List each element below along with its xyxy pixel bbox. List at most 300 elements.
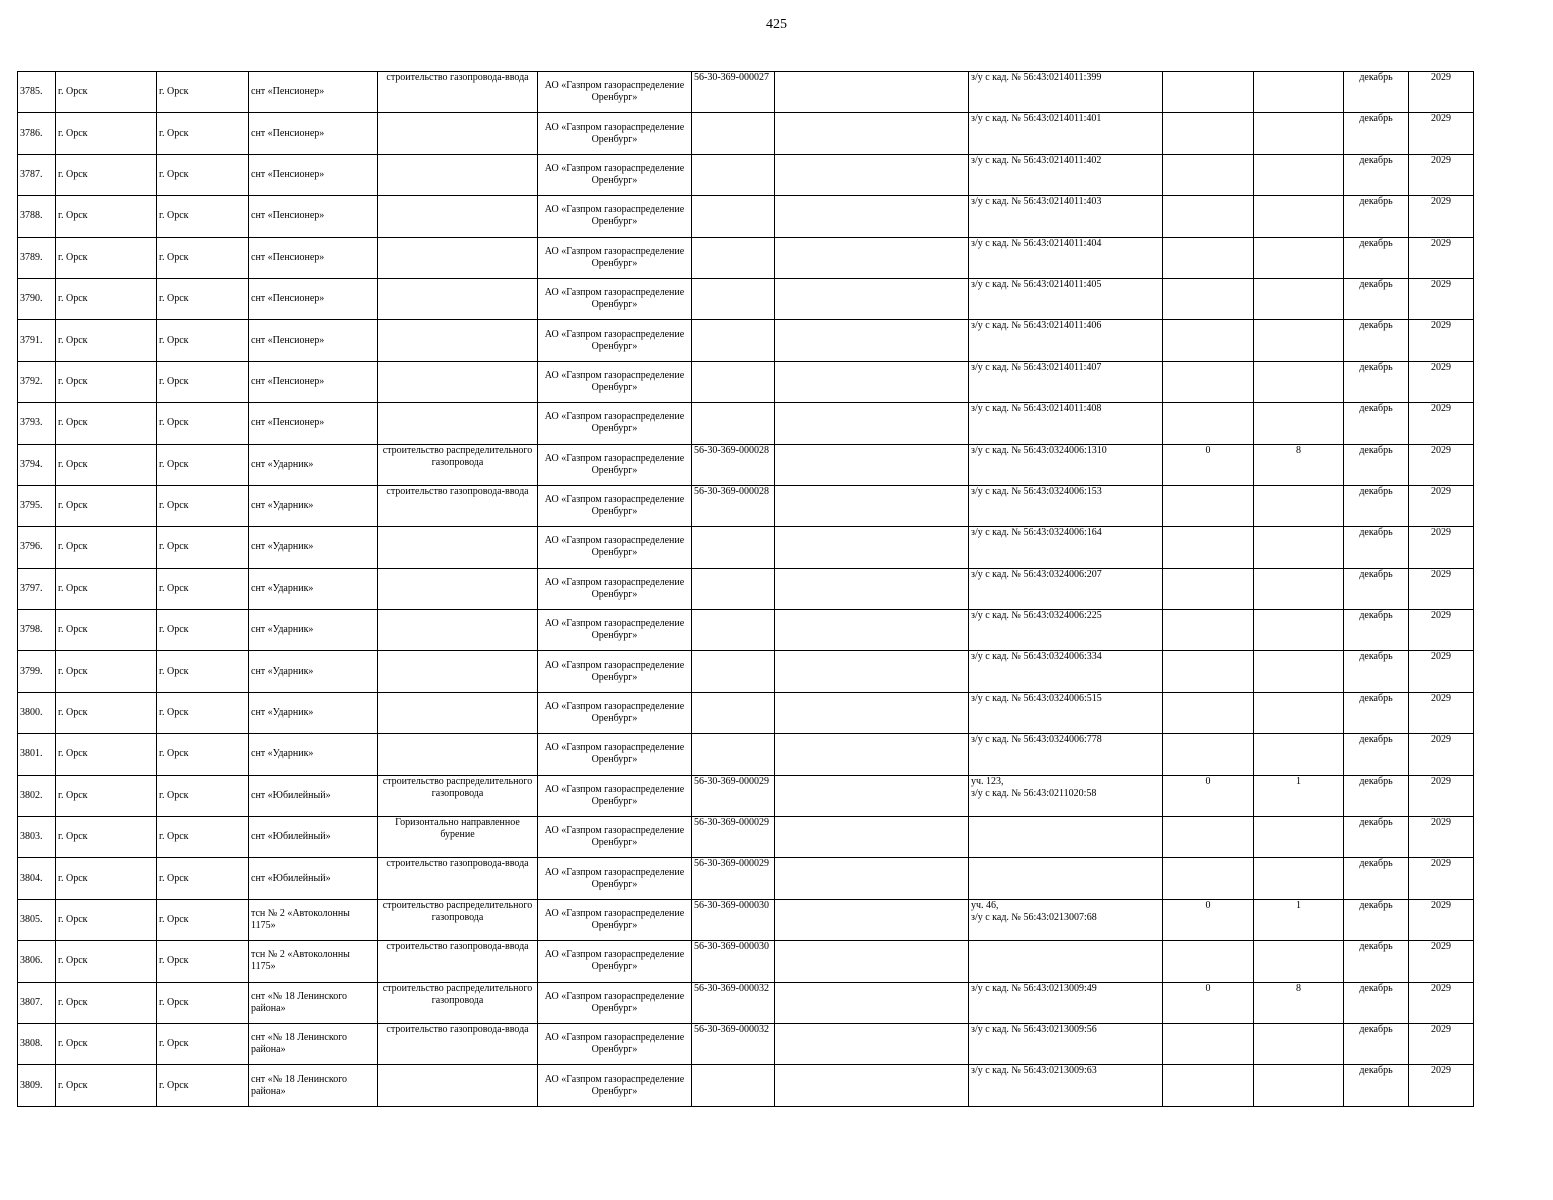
settlement-cell: г. Орск bbox=[157, 817, 249, 858]
empty-cell bbox=[775, 610, 969, 651]
empty-cell bbox=[775, 817, 969, 858]
municipality-cell: г. Орск bbox=[56, 113, 157, 154]
settlement-cell: г. Орск bbox=[157, 651, 249, 692]
year-cell: 2029 bbox=[1409, 113, 1474, 154]
value-2-cell: 8 bbox=[1254, 444, 1344, 485]
organization-cell: АО «Газпром газораспределение Оренбург» bbox=[538, 1023, 692, 1064]
table-row bbox=[18, 982, 1474, 1023]
settlement-cell: г. Орск bbox=[157, 734, 249, 775]
object-cell: снт «Юбилейный» bbox=[249, 817, 378, 858]
year-cell: 2029 bbox=[1409, 196, 1474, 237]
row-number: 3794. bbox=[18, 444, 56, 485]
organization-cell: АО «Газпром газораспределение Оренбург» bbox=[538, 568, 692, 609]
value-1-cell: 0 bbox=[1163, 982, 1254, 1023]
organization-cell: АО «Газпром газораспределение Оренбург» bbox=[538, 941, 692, 982]
row-number: 3801. bbox=[18, 734, 56, 775]
settlement-cell: г. Орск bbox=[157, 72, 249, 113]
row-number: 3808. bbox=[18, 1023, 56, 1064]
program-code-cell: 56-30-369-000032 bbox=[692, 1023, 775, 1064]
work-type-cell: строительство распределительного газопровода bbox=[378, 444, 538, 485]
row-number: 3803. bbox=[18, 817, 56, 858]
work-type-cell bbox=[378, 610, 538, 651]
table-row bbox=[18, 485, 1474, 526]
row-number: 3793. bbox=[18, 403, 56, 444]
parcel-cell: з/у с кад. № 56:43:0213009:49 bbox=[969, 982, 1163, 1023]
parcel-cell: з/у с кад. № 56:43:0213009:56 bbox=[969, 1023, 1163, 1064]
organization-cell: АО «Газпром газораспределение Оренбург» bbox=[538, 196, 692, 237]
work-type-cell bbox=[378, 1065, 538, 1106]
value-2-cell bbox=[1254, 485, 1344, 526]
year-cell: 2029 bbox=[1409, 982, 1474, 1023]
work-type-cell: Горизонтально направленное бурение bbox=[378, 817, 538, 858]
parcel-cell: з/у с кад. № 56:43:0214011:406 bbox=[969, 320, 1163, 361]
organization-cell: АО «Газпром газораспределение Оренбург» bbox=[538, 651, 692, 692]
value-2-cell bbox=[1254, 858, 1344, 899]
value-2-cell bbox=[1254, 734, 1344, 775]
object-cell: тсн № 2 «Автоколонны 1175» bbox=[249, 941, 378, 982]
object-cell: снт «Ударник» bbox=[249, 568, 378, 609]
settlement-cell: г. Орск bbox=[157, 858, 249, 899]
parcel-cell: уч. 46, з/у с кад. № 56:43:0213007:68 bbox=[969, 899, 1163, 940]
parcel-cell: з/у с кад. № 56:43:0214011:407 bbox=[969, 361, 1163, 402]
value-1-cell bbox=[1163, 858, 1254, 899]
organization-cell: АО «Газпром газораспределение Оренбург» bbox=[538, 899, 692, 940]
object-cell: снт «Пенсионер» bbox=[249, 72, 378, 113]
table-row bbox=[18, 858, 1474, 899]
organization-cell: АО «Газпром газораспределение Оренбург» bbox=[538, 113, 692, 154]
municipality-cell: г. Орск bbox=[56, 734, 157, 775]
municipality-cell: г. Орск bbox=[56, 610, 157, 651]
row-number: 3807. bbox=[18, 982, 56, 1023]
value-1-cell: 0 bbox=[1163, 899, 1254, 940]
year-cell: 2029 bbox=[1409, 775, 1474, 816]
empty-cell bbox=[775, 444, 969, 485]
municipality-cell: г. Орск bbox=[56, 196, 157, 237]
organization-cell: АО «Газпром газораспределение Оренбург» bbox=[538, 527, 692, 568]
work-type-cell bbox=[378, 113, 538, 154]
table-row bbox=[18, 899, 1474, 940]
object-cell: снт «№ 18 Ленинского района» bbox=[249, 1023, 378, 1064]
empty-cell bbox=[775, 72, 969, 113]
municipality-cell: г. Орск bbox=[56, 154, 157, 195]
table-row bbox=[18, 941, 1474, 982]
municipality-cell: г. Орск bbox=[56, 485, 157, 526]
work-type-cell bbox=[378, 651, 538, 692]
value-1-cell bbox=[1163, 568, 1254, 609]
object-cell: снт «Ударник» bbox=[249, 651, 378, 692]
month-cell: декабрь bbox=[1344, 485, 1409, 526]
table-row bbox=[18, 403, 1474, 444]
program-code-cell: 56-30-369-000029 bbox=[692, 817, 775, 858]
municipality-cell: г. Орск bbox=[56, 982, 157, 1023]
parcel-cell bbox=[969, 858, 1163, 899]
value-1-cell bbox=[1163, 941, 1254, 982]
month-cell: декабрь bbox=[1344, 941, 1409, 982]
year-cell: 2029 bbox=[1409, 858, 1474, 899]
settlement-cell: г. Орск bbox=[157, 692, 249, 733]
parcel-cell: з/у с кад. № 56:43:0214011:405 bbox=[969, 278, 1163, 319]
value-2-cell: 1 bbox=[1254, 775, 1344, 816]
row-number: 3806. bbox=[18, 941, 56, 982]
program-code-cell: 56-30-369-000029 bbox=[692, 775, 775, 816]
empty-cell bbox=[775, 899, 969, 940]
row-number: 3788. bbox=[18, 196, 56, 237]
organization-cell: АО «Газпром газораспределение Оренбург» bbox=[538, 361, 692, 402]
settlement-cell: г. Орск bbox=[157, 320, 249, 361]
table-row bbox=[18, 1065, 1474, 1106]
table-row bbox=[18, 527, 1474, 568]
settlement-cell: г. Орск bbox=[157, 361, 249, 402]
work-type-cell: строительство распределительного газопровода bbox=[378, 899, 538, 940]
work-type-cell: строительство газопровода-ввода bbox=[378, 72, 538, 113]
year-cell: 2029 bbox=[1409, 817, 1474, 858]
table-row bbox=[18, 72, 1474, 113]
row-number: 3805. bbox=[18, 899, 56, 940]
empty-cell bbox=[775, 403, 969, 444]
empty-cell bbox=[775, 1023, 969, 1064]
object-cell: снт «Ударник» bbox=[249, 610, 378, 651]
row-number: 3798. bbox=[18, 610, 56, 651]
parcel-cell: уч. 123, з/у с кад. № 56:43:0211020:58 bbox=[969, 775, 1163, 816]
object-cell: снт «Пенсионер» bbox=[249, 278, 378, 319]
program-code-cell: 56-30-369-000030 bbox=[692, 941, 775, 982]
parcel-cell: з/у с кад. № 56:43:0324006:164 bbox=[969, 527, 1163, 568]
month-cell: декабрь bbox=[1344, 527, 1409, 568]
municipality-cell: г. Орск bbox=[56, 568, 157, 609]
empty-cell bbox=[775, 775, 969, 816]
program-code-cell bbox=[692, 568, 775, 609]
settlement-cell: г. Орск bbox=[157, 403, 249, 444]
value-1-cell bbox=[1163, 403, 1254, 444]
empty-cell bbox=[775, 527, 969, 568]
month-cell: декабрь bbox=[1344, 1065, 1409, 1106]
settlement-cell: г. Орск bbox=[157, 1065, 249, 1106]
table-row bbox=[18, 196, 1474, 237]
month-cell: декабрь bbox=[1344, 858, 1409, 899]
month-cell: декабрь bbox=[1344, 899, 1409, 940]
municipality-cell: г. Орск bbox=[56, 858, 157, 899]
work-type-cell bbox=[378, 361, 538, 402]
month-cell: декабрь bbox=[1344, 237, 1409, 278]
row-number: 3786. bbox=[18, 113, 56, 154]
year-cell: 2029 bbox=[1409, 444, 1474, 485]
organization-cell: АО «Газпром газораспределение Оренбург» bbox=[538, 278, 692, 319]
object-cell: снт «Пенсионер» bbox=[249, 361, 378, 402]
organization-cell: АО «Газпром газораспределение Оренбург» bbox=[538, 775, 692, 816]
value-2-cell bbox=[1254, 651, 1344, 692]
year-cell: 2029 bbox=[1409, 237, 1474, 278]
value-2-cell bbox=[1254, 320, 1344, 361]
object-cell: снт «Пенсионер» bbox=[249, 113, 378, 154]
program-code-cell: 56-30-369-000028 bbox=[692, 485, 775, 526]
program-code-cell bbox=[692, 692, 775, 733]
work-type-cell bbox=[378, 403, 538, 444]
program-code-cell bbox=[692, 734, 775, 775]
value-1-cell bbox=[1163, 485, 1254, 526]
value-2-cell bbox=[1254, 610, 1344, 651]
organization-cell: АО «Газпром газораспределение Оренбург» bbox=[538, 72, 692, 113]
parcel-cell: з/у с кад. № 56:43:0214011:401 bbox=[969, 113, 1163, 154]
value-1-cell bbox=[1163, 320, 1254, 361]
municipality-cell: г. Орск bbox=[56, 817, 157, 858]
year-cell: 2029 bbox=[1409, 610, 1474, 651]
month-cell: декабрь bbox=[1344, 982, 1409, 1023]
settlement-cell: г. Орск bbox=[157, 1023, 249, 1064]
empty-cell bbox=[775, 734, 969, 775]
row-number: 3787. bbox=[18, 154, 56, 195]
program-code-cell: 56-30-369-000032 bbox=[692, 982, 775, 1023]
empty-cell bbox=[775, 1065, 969, 1106]
value-1-cell: 0 bbox=[1163, 444, 1254, 485]
parcel-cell bbox=[969, 941, 1163, 982]
year-cell: 2029 bbox=[1409, 692, 1474, 733]
year-cell: 2029 bbox=[1409, 320, 1474, 361]
organization-cell: АО «Газпром газораспределение Оренбург» bbox=[538, 485, 692, 526]
municipality-cell: г. Орск bbox=[56, 278, 157, 319]
empty-cell bbox=[775, 941, 969, 982]
year-cell: 2029 bbox=[1409, 278, 1474, 319]
row-number: 3809. bbox=[18, 1065, 56, 1106]
municipality-cell: г. Орск bbox=[56, 651, 157, 692]
municipality-cell: г. Орск bbox=[56, 941, 157, 982]
value-2-cell bbox=[1254, 941, 1344, 982]
empty-cell bbox=[775, 278, 969, 319]
program-code-cell bbox=[692, 278, 775, 319]
table-row bbox=[18, 320, 1474, 361]
table-row bbox=[18, 278, 1474, 319]
organization-cell: АО «Газпром газораспределение Оренбург» bbox=[538, 320, 692, 361]
municipality-cell: г. Орск bbox=[56, 1065, 157, 1106]
work-type-cell: строительство распределительного газопровода bbox=[378, 982, 538, 1023]
row-number: 3799. bbox=[18, 651, 56, 692]
object-cell: тсн № 2 «Автоколонны 1175» bbox=[249, 899, 378, 940]
work-type-cell bbox=[378, 527, 538, 568]
row-number: 3797. bbox=[18, 568, 56, 609]
row-number: 3795. bbox=[18, 485, 56, 526]
month-cell: декабрь bbox=[1344, 72, 1409, 113]
empty-cell bbox=[775, 692, 969, 733]
program-code-cell bbox=[692, 361, 775, 402]
parcel-cell: з/у с кад. № 56:43:0324006:515 bbox=[969, 692, 1163, 733]
row-number: 3800. bbox=[18, 692, 56, 733]
empty-cell bbox=[775, 113, 969, 154]
program-code-cell bbox=[692, 651, 775, 692]
settlement-cell: г. Орск bbox=[157, 775, 249, 816]
settlement-cell: г. Орск bbox=[157, 610, 249, 651]
empty-cell bbox=[775, 237, 969, 278]
municipality-cell: г. Орск bbox=[56, 237, 157, 278]
value-2-cell bbox=[1254, 237, 1344, 278]
settlement-cell: г. Орск bbox=[157, 485, 249, 526]
parcel-cell: з/у с кад. № 56:43:0324006:225 bbox=[969, 610, 1163, 651]
object-cell: снт «Ударник» bbox=[249, 485, 378, 526]
value-2-cell: 8 bbox=[1254, 982, 1344, 1023]
work-type-cell: строительство газопровода-ввода bbox=[378, 485, 538, 526]
organization-cell: АО «Газпром газораспределение Оренбург» bbox=[538, 692, 692, 733]
month-cell: декабрь bbox=[1344, 113, 1409, 154]
row-number: 3790. bbox=[18, 278, 56, 319]
organization-cell: АО «Газпром газораспределение Оренбург» bbox=[538, 610, 692, 651]
work-type-cell bbox=[378, 278, 538, 319]
month-cell: декабрь bbox=[1344, 692, 1409, 733]
settlement-cell: г. Орск bbox=[157, 568, 249, 609]
table-row bbox=[18, 568, 1474, 609]
month-cell: декабрь bbox=[1344, 817, 1409, 858]
value-2-cell bbox=[1254, 1065, 1344, 1106]
program-code-cell bbox=[692, 113, 775, 154]
month-cell: декабрь bbox=[1344, 775, 1409, 816]
value-1-cell bbox=[1163, 817, 1254, 858]
row-number: 3802. bbox=[18, 775, 56, 816]
organization-cell: АО «Газпром газораспределение Оренбург» bbox=[538, 444, 692, 485]
work-type-cell bbox=[378, 320, 538, 361]
table-row bbox=[18, 610, 1474, 651]
parcel-cell: з/у с кад. № 56:43:0214011:408 bbox=[969, 403, 1163, 444]
object-cell: снт «Ударник» bbox=[249, 734, 378, 775]
program-code-cell bbox=[692, 320, 775, 361]
settlement-cell: г. Орск bbox=[157, 527, 249, 568]
value-1-cell bbox=[1163, 72, 1254, 113]
settlement-cell: г. Орск bbox=[157, 154, 249, 195]
empty-cell bbox=[775, 154, 969, 195]
object-cell: снт «Пенсионер» bbox=[249, 196, 378, 237]
program-code-cell: 56-30-369-000029 bbox=[692, 858, 775, 899]
value-1-cell bbox=[1163, 734, 1254, 775]
row-number: 3789. bbox=[18, 237, 56, 278]
table-row bbox=[18, 734, 1474, 775]
value-2-cell bbox=[1254, 817, 1344, 858]
object-cell: снт «Пенсионер» bbox=[249, 237, 378, 278]
settlement-cell: г. Орск bbox=[157, 444, 249, 485]
row-number: 3792. bbox=[18, 361, 56, 402]
year-cell: 2029 bbox=[1409, 72, 1474, 113]
value-1-cell bbox=[1163, 527, 1254, 568]
object-cell: снт «Пенсионер» bbox=[249, 154, 378, 195]
month-cell: декабрь bbox=[1344, 278, 1409, 319]
row-number: 3804. bbox=[18, 858, 56, 899]
value-2-cell: 1 bbox=[1254, 899, 1344, 940]
municipality-cell: г. Орск bbox=[56, 775, 157, 816]
value-2-cell bbox=[1254, 568, 1344, 609]
program-code-cell bbox=[692, 527, 775, 568]
object-cell: снт «Ударник» bbox=[249, 444, 378, 485]
value-1-cell bbox=[1163, 1065, 1254, 1106]
parcel-cell: з/у с кад. № 56:43:0324006:207 bbox=[969, 568, 1163, 609]
municipality-cell: г. Орск bbox=[56, 403, 157, 444]
month-cell: декабрь bbox=[1344, 651, 1409, 692]
month-cell: декабрь bbox=[1344, 610, 1409, 651]
year-cell: 2029 bbox=[1409, 899, 1474, 940]
municipality-cell: г. Орск bbox=[56, 1023, 157, 1064]
work-type-cell bbox=[378, 154, 538, 195]
value-2-cell bbox=[1254, 72, 1344, 113]
program-code-cell bbox=[692, 196, 775, 237]
municipality-cell: г. Орск bbox=[56, 361, 157, 402]
municipality-cell: г. Орск bbox=[56, 320, 157, 361]
year-cell: 2029 bbox=[1409, 651, 1474, 692]
table-row bbox=[18, 692, 1474, 733]
object-cell: снт «Ударник» bbox=[249, 692, 378, 733]
value-1-cell bbox=[1163, 361, 1254, 402]
program-code-cell: 56-30-369-000027 bbox=[692, 72, 775, 113]
object-cell: снт «№ 18 Ленинского района» bbox=[249, 982, 378, 1023]
parcel-cell: з/у с кад. № 56:43:0214011:399 bbox=[969, 72, 1163, 113]
year-cell: 2029 bbox=[1409, 568, 1474, 609]
organization-cell: АО «Газпром газораспределение Оренбург» bbox=[538, 1065, 692, 1106]
value-2-cell bbox=[1254, 527, 1344, 568]
year-cell: 2029 bbox=[1409, 1023, 1474, 1064]
empty-cell bbox=[775, 568, 969, 609]
empty-cell bbox=[775, 485, 969, 526]
table-row bbox=[18, 361, 1474, 402]
work-type-cell bbox=[378, 568, 538, 609]
value-1-cell bbox=[1163, 113, 1254, 154]
program-code-cell: 56-30-369-000030 bbox=[692, 899, 775, 940]
month-cell: декабрь bbox=[1344, 403, 1409, 444]
value-2-cell bbox=[1254, 403, 1344, 444]
value-1-cell bbox=[1163, 692, 1254, 733]
value-1-cell: 0 bbox=[1163, 775, 1254, 816]
year-cell: 2029 bbox=[1409, 485, 1474, 526]
work-type-cell: строительство газопровода-ввода bbox=[378, 858, 538, 899]
settlement-cell: г. Орск bbox=[157, 899, 249, 940]
parcel-cell: з/у с кад. № 56:43:0324006:1310 bbox=[969, 444, 1163, 485]
year-cell: 2029 bbox=[1409, 1065, 1474, 1106]
value-2-cell bbox=[1254, 361, 1344, 402]
organization-cell: АО «Газпром газораспределение Оренбург» bbox=[538, 403, 692, 444]
row-number: 3796. bbox=[18, 527, 56, 568]
object-cell: снт «Юбилейный» bbox=[249, 775, 378, 816]
value-1-cell bbox=[1163, 154, 1254, 195]
value-2-cell bbox=[1254, 692, 1344, 733]
municipality-cell: г. Орск bbox=[56, 899, 157, 940]
value-2-cell bbox=[1254, 196, 1344, 237]
organization-cell: АО «Газпром газораспределение Оренбург» bbox=[538, 817, 692, 858]
gasification-table bbox=[17, 71, 1474, 1107]
month-cell: декабрь bbox=[1344, 734, 1409, 775]
parcel-cell: з/у с кад. № 56:43:0213009:63 bbox=[969, 1065, 1163, 1106]
object-cell: снт «Пенсионер» bbox=[249, 403, 378, 444]
program-code-cell bbox=[692, 1065, 775, 1106]
municipality-cell: г. Орск bbox=[56, 72, 157, 113]
object-cell: снт «Ударник» bbox=[249, 527, 378, 568]
organization-cell: АО «Газпром газораспределение Оренбург» bbox=[538, 734, 692, 775]
value-2-cell bbox=[1254, 113, 1344, 154]
year-cell: 2029 bbox=[1409, 361, 1474, 402]
organization-cell: АО «Газпром газораспределение Оренбург» bbox=[538, 858, 692, 899]
settlement-cell: г. Орск bbox=[157, 237, 249, 278]
organization-cell: АО «Газпром газораспределение Оренбург» bbox=[538, 154, 692, 195]
table-row bbox=[18, 651, 1474, 692]
work-type-cell bbox=[378, 692, 538, 733]
month-cell: декабрь bbox=[1344, 1023, 1409, 1064]
empty-cell bbox=[775, 361, 969, 402]
parcel-cell bbox=[969, 817, 1163, 858]
empty-cell bbox=[775, 320, 969, 361]
parcel-cell: з/у с кад. № 56:43:0324006:153 bbox=[969, 485, 1163, 526]
object-cell: снт «Пенсионер» bbox=[249, 320, 378, 361]
empty-cell bbox=[775, 196, 969, 237]
parcel-cell: з/у с кад. № 56:43:0324006:778 bbox=[969, 734, 1163, 775]
table-row bbox=[18, 817, 1474, 858]
organization-cell: АО «Газпром газораспределение Оренбург» bbox=[538, 237, 692, 278]
parcel-cell: з/у с кад. № 56:43:0214011:403 bbox=[969, 196, 1163, 237]
empty-cell bbox=[775, 651, 969, 692]
value-1-cell bbox=[1163, 610, 1254, 651]
settlement-cell: г. Орск bbox=[157, 941, 249, 982]
page-number: 425 bbox=[766, 17, 787, 32]
month-cell: декабрь bbox=[1344, 444, 1409, 485]
